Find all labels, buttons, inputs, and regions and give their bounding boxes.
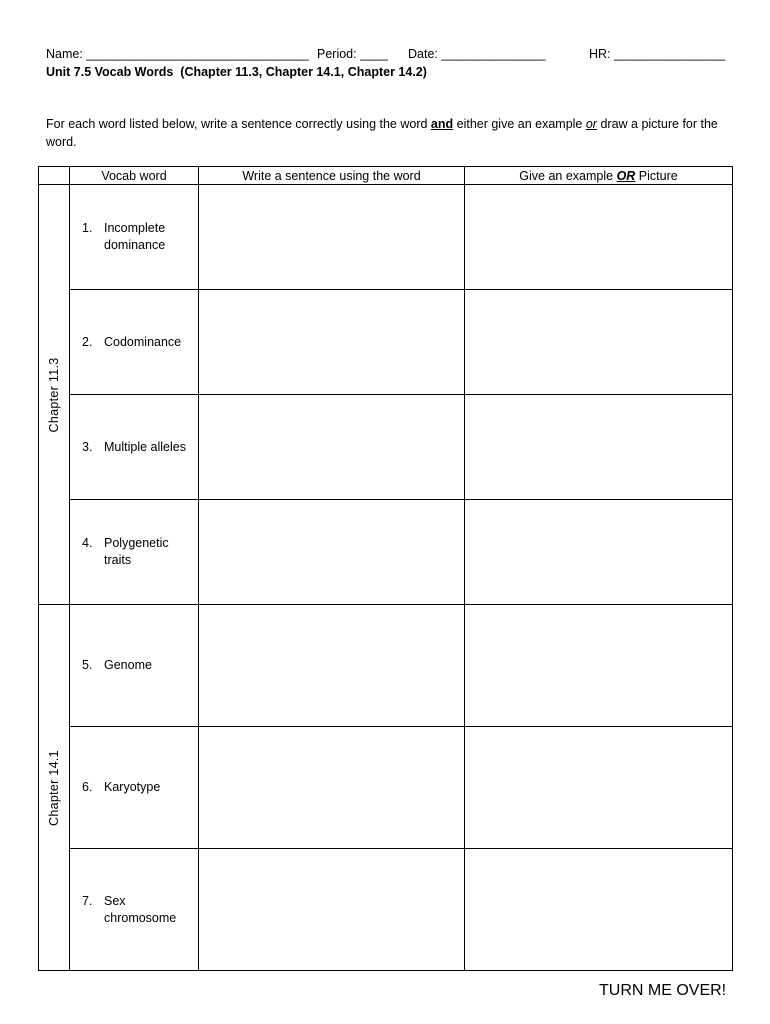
table-row [39,727,733,849]
header-example-or: OR [616,168,636,183]
sentence-answer-cell[interactable] [199,185,465,290]
word-number: 7. [82,893,93,908]
word-number: 4. [82,536,93,550]
worksheet-title: Unit 7.5 Vocab Words (Chapter 11.3, Chapter 14.1, Chapter 14.2) [46,65,427,79]
instructions-text-2: either give an example [453,117,586,131]
word-number: 2. [82,334,93,349]
word-number: 3. [82,439,93,454]
word-number: 6. [82,780,93,794]
vocab-word-cell [70,500,199,605]
vocab-word-cell [70,727,199,849]
word-text: Multiple alleles [104,439,186,454]
table-row [39,395,733,500]
name-field[interactable]: Name: ________________________________ [46,47,309,61]
vocab-word-cell [70,185,199,290]
turn-me-over-note: TURN ME OVER! [599,982,727,999]
example-answer-cell[interactable] [465,290,733,395]
instructions-or: or [585,117,597,131]
sentence-answer-cell[interactable] [199,849,465,971]
sentence-answer-cell[interactable] [199,395,465,500]
instructions [46,115,736,151]
instructions-text-1: For each word listed below, write a sentence correctly using the word [46,117,431,131]
chapter-label: Chapter 14.1 [47,749,61,826]
sentence-answer-cell[interactable] [199,290,465,395]
vocab-word-cell [70,290,199,395]
sentence-answer-cell[interactable] [199,500,465,605]
header-vocab-word: Vocab word [70,167,199,185]
table-row [39,605,733,727]
sentence-answer-cell[interactable] [199,727,465,849]
table-row [39,185,733,290]
word-text: Incomplete dominance [104,221,166,252]
vocab-word-cell [70,849,199,971]
table-row [39,500,733,605]
hr-field[interactable]: HR: ________________ [589,47,726,61]
word-text: Polygenetic traits [104,536,169,567]
header-sentence: Write a sentence using the word [199,167,465,185]
date-field[interactable]: Date: _______________ [408,47,546,61]
instructions-and: and [430,117,454,131]
example-answer-cell[interactable] [465,185,733,290]
table-row [39,290,733,395]
word-number: 5. [82,658,93,672]
example-answer-cell[interactable] [465,727,733,849]
example-answer-cell[interactable] [465,395,733,500]
table-row [39,849,733,971]
word-text: Karyotype [104,780,161,794]
table-header-row [39,167,733,185]
example-answer-cell[interactable] [465,500,733,605]
instructions-text-3: draw a picture for the word. [46,117,718,149]
word-text: Codominance [104,334,182,349]
example-answer-cell[interactable] [465,605,733,727]
word-text: Genome [104,658,152,672]
chapter-label: Chapter 11.3 [47,357,61,432]
word-number: 1. [82,221,93,235]
chapter-11-3-cell [39,185,70,605]
header-example-prefix: Give an example [519,168,617,183]
example-answer-cell[interactable] [465,849,733,971]
period-field[interactable]: Period: ____ [317,47,388,61]
vocab-table [38,166,733,971]
header-example [465,167,733,185]
chapter-14-1-cell [39,605,70,971]
header-example-suffix: Picture [635,168,678,183]
word-text: Sex chromosome [104,893,177,925]
student-info-line [46,47,736,65]
vocab-word-cell [70,605,199,727]
sentence-answer-cell[interactable] [199,605,465,727]
vocab-word-cell [70,395,199,500]
header-blank-cell [39,167,70,185]
